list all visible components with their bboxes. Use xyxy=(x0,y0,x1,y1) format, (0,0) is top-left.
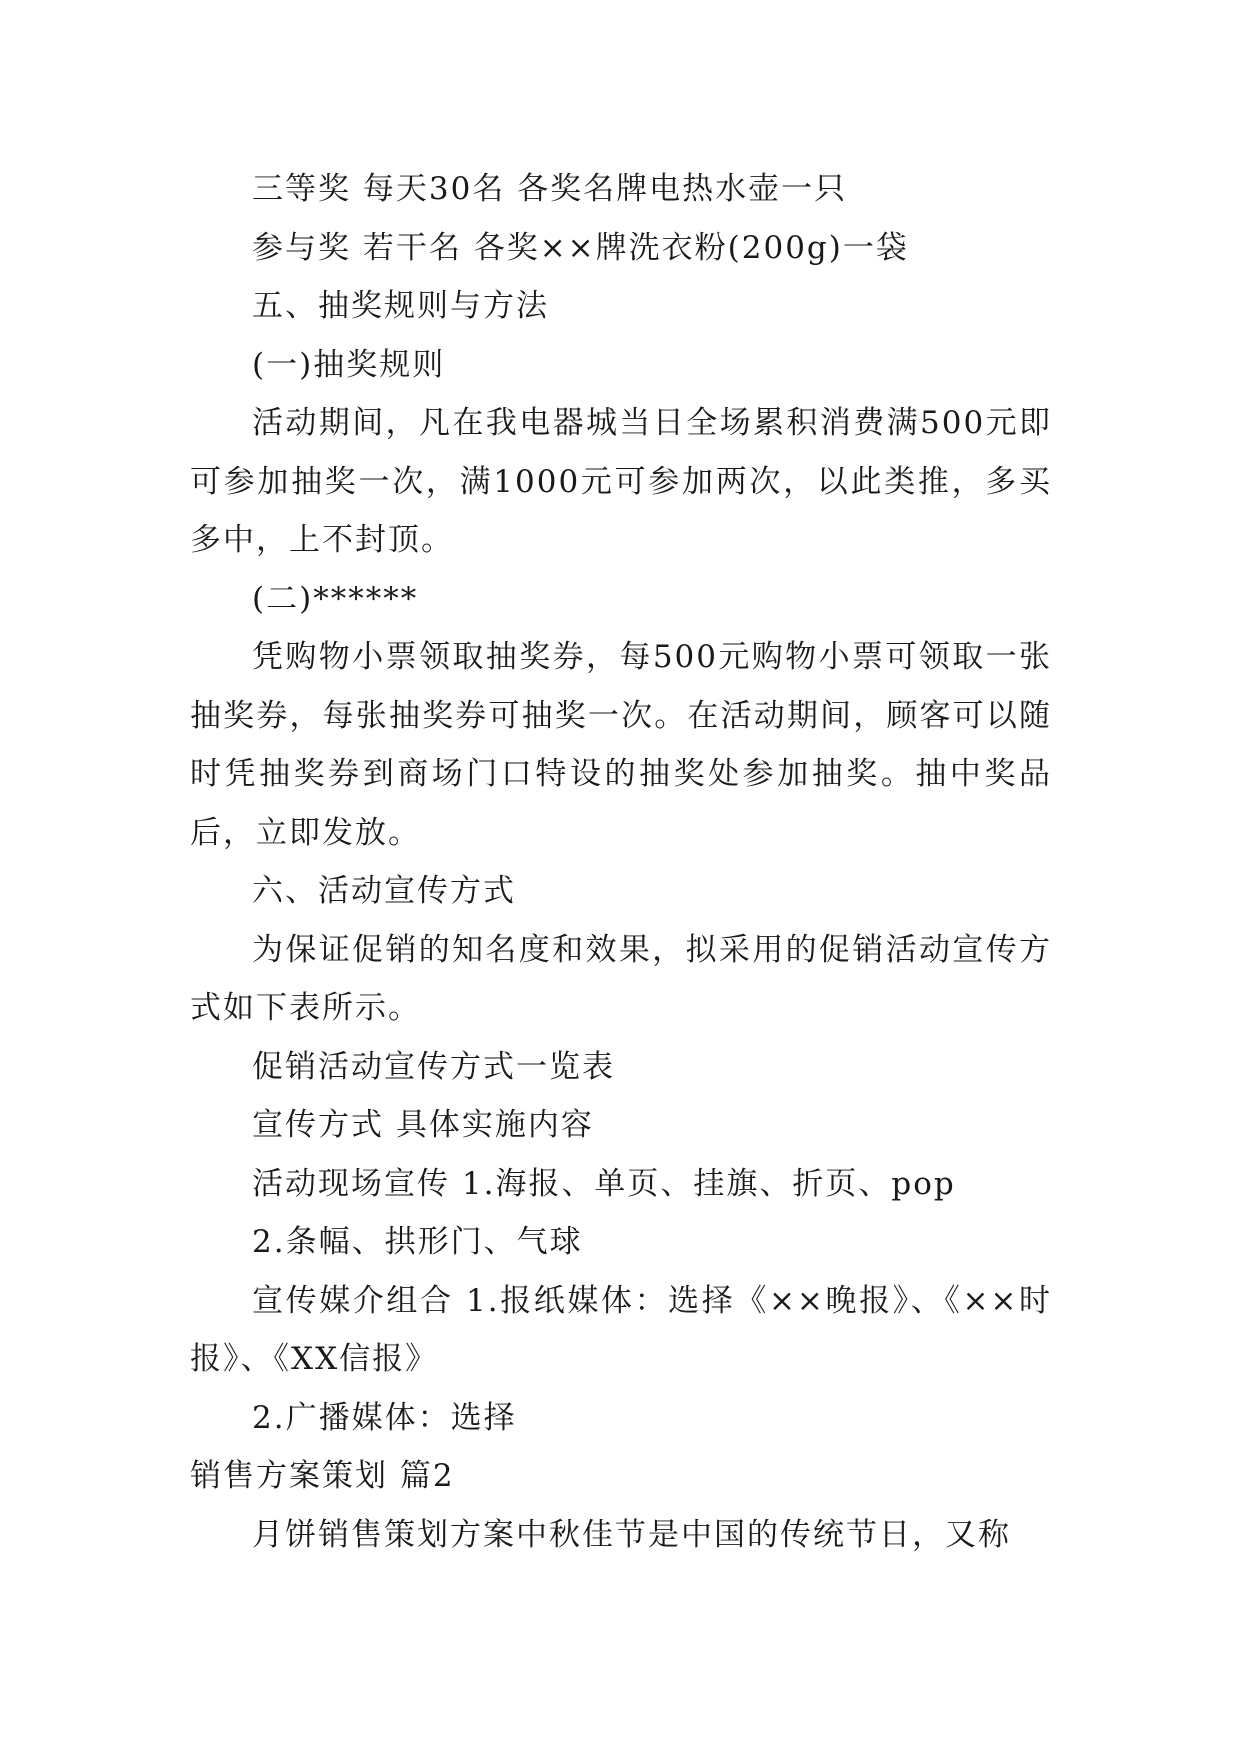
table-row-media: 宣传媒介组合 1.报纸媒体：选择《××晚报》、《××时报》、《XX信报》 xyxy=(190,1282,1052,1377)
article-heading: 销售方案策划 篇2 xyxy=(190,1458,455,1494)
paragraph-mooncake-intro: 月饼销售策划方案中秋佳节是中国的传统节日，又称 xyxy=(252,1516,1011,1553)
table-row-onsite: 活动现场宣传 1.海报、单页、挂旗、折页、pop xyxy=(252,1165,956,1202)
table-caption: 促销活动宣传方式一览表 xyxy=(252,1048,615,1085)
paragraph-rules-body: 活动期间，凡在我电器城当日全场累积消费满500元即可参加抽奖一次，满1000元可参加两次，以此类推，多买多中，上不封顶。 xyxy=(190,405,1052,558)
section-heading-promotion: 六、活动宣传方式 xyxy=(252,873,516,909)
table-row-media-continued: 2.广播媒体：选择 xyxy=(252,1399,517,1436)
table-header-row: 宣传方式 具体实施内容 xyxy=(252,1107,594,1143)
table-row-onsite-continued: 2.条幅、拱形门、气球 xyxy=(252,1224,583,1260)
paragraph-promotion-intro: 为保证促销的知名度和效果，拟采用的促销活动宣传方式如下表所示。 xyxy=(190,931,1052,1026)
paragraph-prize-third: 三等奖 每天30名 各奖名牌电热水壶一只 xyxy=(252,171,848,207)
subheading-masked: (二)****** xyxy=(252,580,419,617)
document-body xyxy=(190,160,1052,1564)
paragraph-prize-participation: 参与奖 若干名 各奖××牌洗衣粉(200g)一袋 xyxy=(252,229,909,266)
paragraph-ticket-body: 凭购物小票领取抽奖券，每500元购物小票可领取一张抽奖券，每张抽奖券可抽奖一次。在活动期间，顾客可以随时凭抽奖券到商场门口特设的抽奖处参加抽奖。抽中奖品后，立即发放。 xyxy=(190,639,1052,851)
subheading-rules: (一)抽奖规则 xyxy=(252,346,446,383)
section-heading-lottery-rules: 五、抽奖规则与方法 xyxy=(252,288,549,324)
